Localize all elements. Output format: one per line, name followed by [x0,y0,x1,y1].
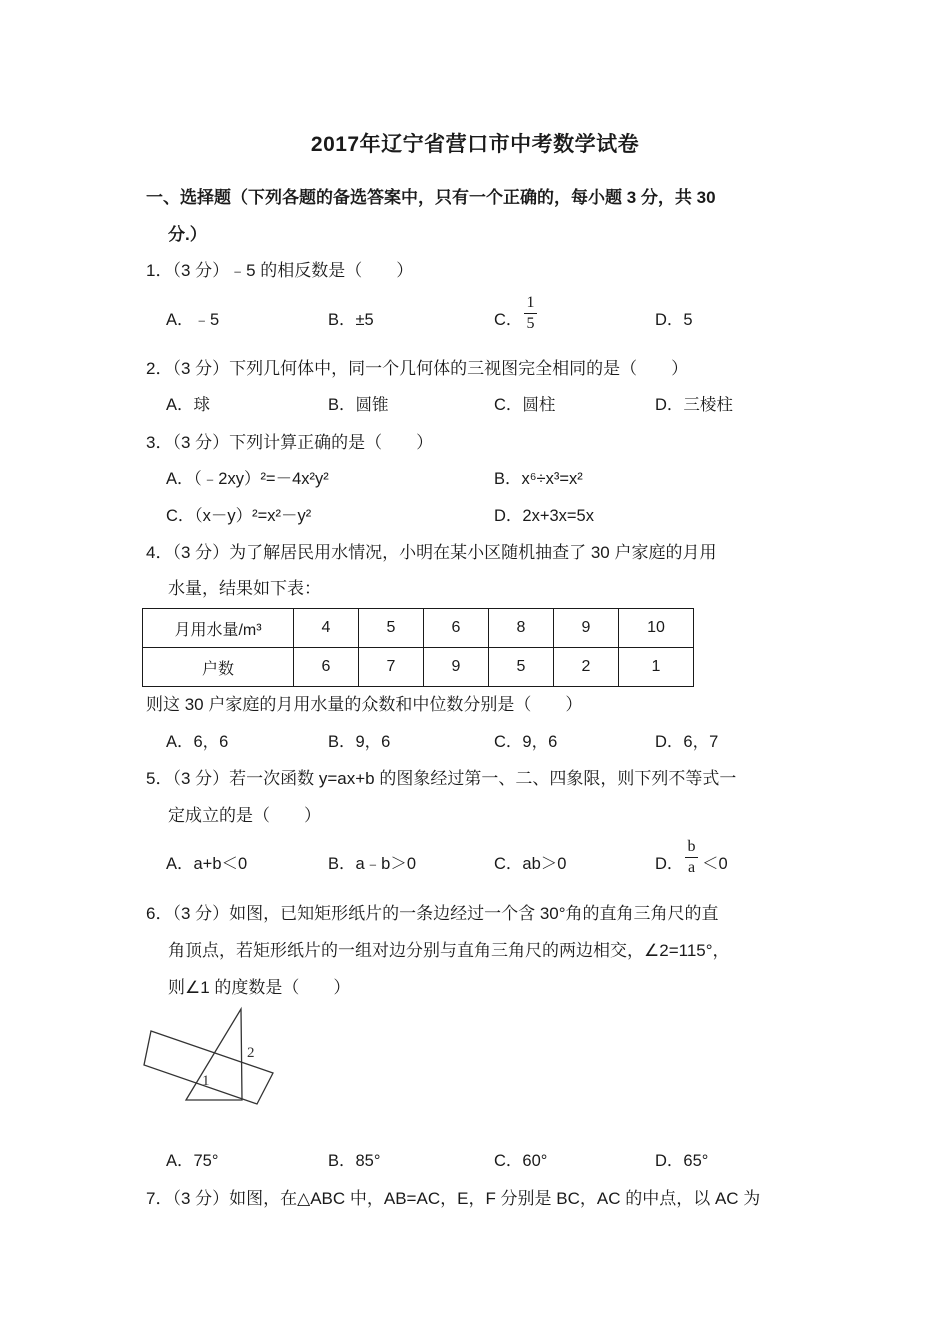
q3-option-d-label: D． [494,507,523,525]
section-heading-cont: 分.） [168,225,207,244]
q3-option-b [494,465,583,489]
q6-option-a: A．75° [166,1152,219,1170]
q1-fraction-denominator: 5 [526,315,535,332]
table-cell: 5 [489,648,554,687]
page-title: 2017年辽宁省营口市中考数学试卷 [310,133,640,156]
q3-option-c [166,502,311,526]
q1-fraction-numerator: 1 [526,294,535,311]
table-cell: 10 [619,609,694,648]
q1-stem: 1．（3 分）﹣5 的相反数是（ ） [146,261,414,280]
angle-label-1: 1 [202,1073,210,1089]
q7-stem: 7．（3 分）如图，在△ABC 中，AB=AC，E，F 分别是 BC，AC 的中点，以 AC 为 [146,1189,761,1208]
table-cell: 8 [489,609,554,648]
q6-stem-cont2: 则∠1 的度数是（ ） [168,978,351,997]
table-cell: 5 [359,609,424,648]
table-cell: 9 [424,648,489,687]
q4-question: 则这 30 户家庭的月用水量的众数和中位数分别是（ ） [146,695,583,714]
water-usage-table [142,608,694,687]
q5-fraction-numerator: b [687,838,696,855]
table-row [143,609,694,648]
q3-option-b-expr: x⁶÷x³=x² [521,470,583,488]
table-row-header: 户数 [143,648,294,687]
table-cell: 9 [554,609,619,648]
q6-figure [138,1004,278,1108]
q5-option-b: B．a﹣b＞0 [328,855,417,873]
q6-stem: 6．（3 分）如图，已知矩形纸片的一条边经过一个含 30°角的直角三角尺的直 [146,904,719,923]
q4-option-a: A．6，6 [166,733,229,751]
q3-stem: 3．（3 分）下列计算正确的是（ ） [146,433,434,452]
table-cell: 4 [294,609,359,648]
table-row-header: 月用水量/m³ [143,609,294,648]
table-cell: 6 [424,609,489,648]
fraction-bar [524,313,537,314]
q2-option-d: D．三棱柱 [655,396,733,414]
q3-option-d [494,502,594,526]
q1-option-b: B．±5 [328,311,374,329]
q4-stem: 4．（3 分）为了解居民用水情况，小明在某小区随机抽查了 30 户家庭的月用 [146,543,717,562]
section-heading: 一、选择题（下列各题的备选答案中，只有一个正确的，每小题 3 分，共 30 [146,188,716,207]
table-cell: 2 [554,648,619,687]
table-row [143,648,694,687]
angle-label-2: 2 [247,1045,255,1061]
q1-option-c: C． [494,311,523,329]
rectangle-shape [144,1031,273,1104]
q6-stem-cont: 角顶点，若矩形纸片的一组对边分别与直角三角尺的两边相交，∠2=115°， [168,941,730,960]
q5-stem: 5．（3 分）若一次函数 y=ax+b 的图象经过第一、二、四象限，则下列不等式一 [146,769,737,788]
q3-option-d-expr: 2x+3x=5x [522,507,594,525]
q5-option-d-suffix: ＜0 [702,855,728,873]
q3-option-c-expr: （x－y）²=x²－y² [194,507,312,525]
q6-option-b: B．85° [328,1152,381,1170]
q2-option-b: B．圆锥 [328,396,389,414]
q4-option-d: D．6，7 [655,733,719,751]
q6-option-d: D．65° [655,1152,709,1170]
q2-option-a: A．球 [166,396,211,414]
q4-stem-cont: 水量，结果如下表： [168,579,321,598]
q5-stem-cont: 定成立的是（ ） [168,806,321,825]
q5-option-a: A．a+b＜0 [166,855,248,873]
q1-option-a: A．﹣5 [166,311,220,329]
q3-option-a-expr: （﹣2xy）²=－4x²y² [193,470,329,488]
q5-option-d: D． [655,855,684,873]
q1-fraction [524,294,537,333]
q2-stem: 2．（3 分）下列几何体中，同一个几何体的三视图完全相同的是（ ） [146,359,689,378]
q1-option-d: D．5 [655,311,693,329]
q2-option-c: C．圆柱 [494,396,556,414]
triangle-shape [186,1009,242,1100]
q4-option-b: B．9，6 [328,733,391,751]
q5-option-c: C．ab＞0 [494,855,567,873]
q5-fraction [685,838,698,877]
q3-option-a [166,465,329,489]
q6-option-c: C．60° [494,1152,548,1170]
q4-option-c: C．9，6 [494,733,558,751]
q3-option-a-label: A． [166,470,194,488]
q5-fraction-denominator: a [687,859,696,876]
table-cell: 1 [619,648,694,687]
fraction-bar [685,857,698,858]
q3-option-b-label: B． [494,470,522,488]
table-cell: 7 [359,648,424,687]
table-cell: 6 [294,648,359,687]
q3-option-c-label: C． [166,507,195,525]
